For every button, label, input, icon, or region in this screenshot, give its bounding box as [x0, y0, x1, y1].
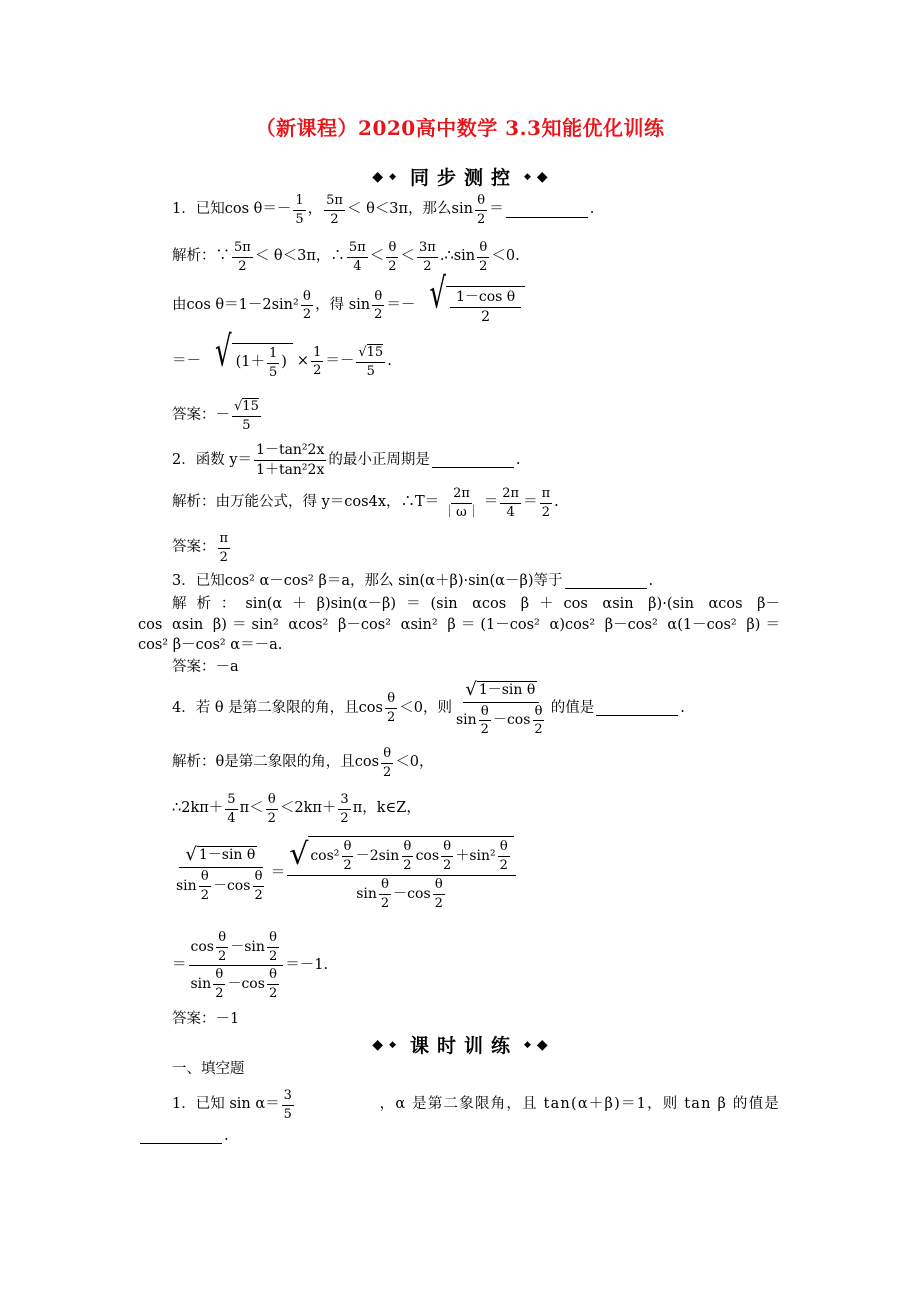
q1-solution-line-2: 由cos θ＝1－2sin² $\frac{\theta}{2}$ ，得 sin $\frac{\theta}{2}$ ＝－ √ $\frac{\text{1－cos θ}}{2}$: [172, 286, 525, 326]
q4-solution-line-2: ∴2kπ＋ $\frac{5}{4}$ π＜ $\frac{\theta}{2}$ ＜2kπ＋ $\frac{3}{2}$ π，k∈Z，: [172, 792, 421, 826]
diamond-icon: ◆: [536, 1036, 548, 1053]
q3-solution-line-3: cos² β－cos² α＝－a.: [138, 637, 283, 653]
q2-solution: 解析：由万能公式，得 y＝cos4x，∴T＝ $\frac{2\pi}{|\omega|}$ ＝ $\frac{2\pi}{4}$ ＝ $\frac{\pi}{2}$ .: [172, 486, 559, 520]
q3-solution-line-2: cos αsin β)＝sin² αcos² β－cos² αsin² β＝(1－cos² α)cos² β－cos² α(1－cos² β)＝: [138, 617, 780, 633]
question-4: 4．若 θ 是第二象限的角，且cos $\frac{\theta}{2}$ ＜0，则 √ 1－sin θ sin $\frac{\theta}{2}$ －cos $\frac{\theta}{2}$ 的值是 .: [172, 679, 685, 738]
q1-solution-line-1: 解析：∵ $\frac{5\pi}{2}$ ＜ θ＜3π，∴ $\frac{5\pi}{4}$ ＜ $\frac{\theta}{2}$ ＜ $\frac{3\pi}{2}$ .∴sin $\frac{\theta}{2}$ ＜0.: [172, 240, 520, 274]
diamond-small-icon: ◆: [389, 1039, 396, 1050]
q3-solution-line-1: 解析：sin(α＋β)sin(α－β)＝(sin αcos β＋cos αsin β)·(sin αcos β－: [172, 596, 780, 612]
answer-blank: [432, 453, 514, 468]
part-heading: 一、填空题: [172, 1061, 245, 1077]
section-title-sync: 同步测控: [409, 167, 518, 189]
answer-blank: [506, 203, 588, 218]
diamond-small-icon: ◆: [389, 171, 396, 182]
section-header-practice: [0, 1031, 920, 1058]
q1-answer: 答案：－ √ 15 5: [172, 398, 259, 433]
practice-question-1-cont: .: [138, 1128, 229, 1145]
q4-solution-line-1: 解析：θ是第二象限的角，且cos $\frac{\theta}{2}$ ＜0，: [172, 746, 434, 780]
q1-solution-line-3: ＝－ √ (1＋ $\frac{1}{5}$ ) × $\frac{1}{2}$ ＝－ √ 15 5 .: [172, 328, 392, 380]
question-3: 3．已知cos² α－cos² β＝a，那么 sin(α＋β)·sin(α－β)等于 .: [172, 573, 654, 589]
q4-answer: 答案：－1: [172, 1011, 240, 1027]
diamond-icon: ◆: [536, 168, 548, 185]
diamond-icon: ◆: [372, 168, 384, 185]
diamond-small-icon: ◆: [524, 1039, 531, 1050]
answer-blank: [140, 1129, 222, 1144]
diamond-small-icon: ◆: [524, 171, 531, 182]
answer-blank: [596, 701, 678, 716]
section-title-practice: 课时训练: [409, 1035, 518, 1057]
q4-solution-line-3: √ 1－sin θ sin $\frac{\theta}{2}$ －cos $\frac{\theta}{2}$ ＝ √ cos² $\frac{\theta}{2}$ －2sin $\frac{\theta}{2}$ cos $\frac{\theta}{2}$ ＋sin² $\frac{\theta}{2}$ sin $\frac{\theta}{2}$ －cos $\frac{\theta}{2}$: [172, 836, 518, 911]
q4-solution-line-4: ＝ cos $\frac{\theta}{2}$ －sin $\frac{\theta}{2}$ sin $\frac{\theta}{2}$ －cos $\frac{\theta}{2}$ ＝－1.: [172, 930, 329, 1001]
section-header-sync: [0, 163, 920, 190]
practice-question-1: 1．已知 sin α＝ $\frac{3}{5}$ ，α 是第二象限角，且 tan(α＋β)＝1，则 tan β 的值是: [172, 1088, 780, 1122]
q2-answer: 答案： $\frac{\pi}{2}$: [172, 531, 229, 565]
question-2: 2．函数 y＝ $\frac{\text{1－tan²2x}}{\text{1＋tan²2x}}$ 的最小正周期是 .: [172, 442, 521, 478]
q3-answer: 答案：－a: [172, 659, 239, 675]
question-1: 1．已知cos θ＝－ $\frac{1}{5}$ ， $\frac{5\pi}{2}$ ＜ θ＜3π，那么sin $\frac{\theta}{2}$ ＝ .: [172, 193, 595, 227]
page-title: （新课程）2020高中数学 3.3知能优化训练: [255, 116, 665, 140]
answer-blank: [565, 574, 647, 589]
diamond-icon: ◆: [372, 1036, 384, 1053]
